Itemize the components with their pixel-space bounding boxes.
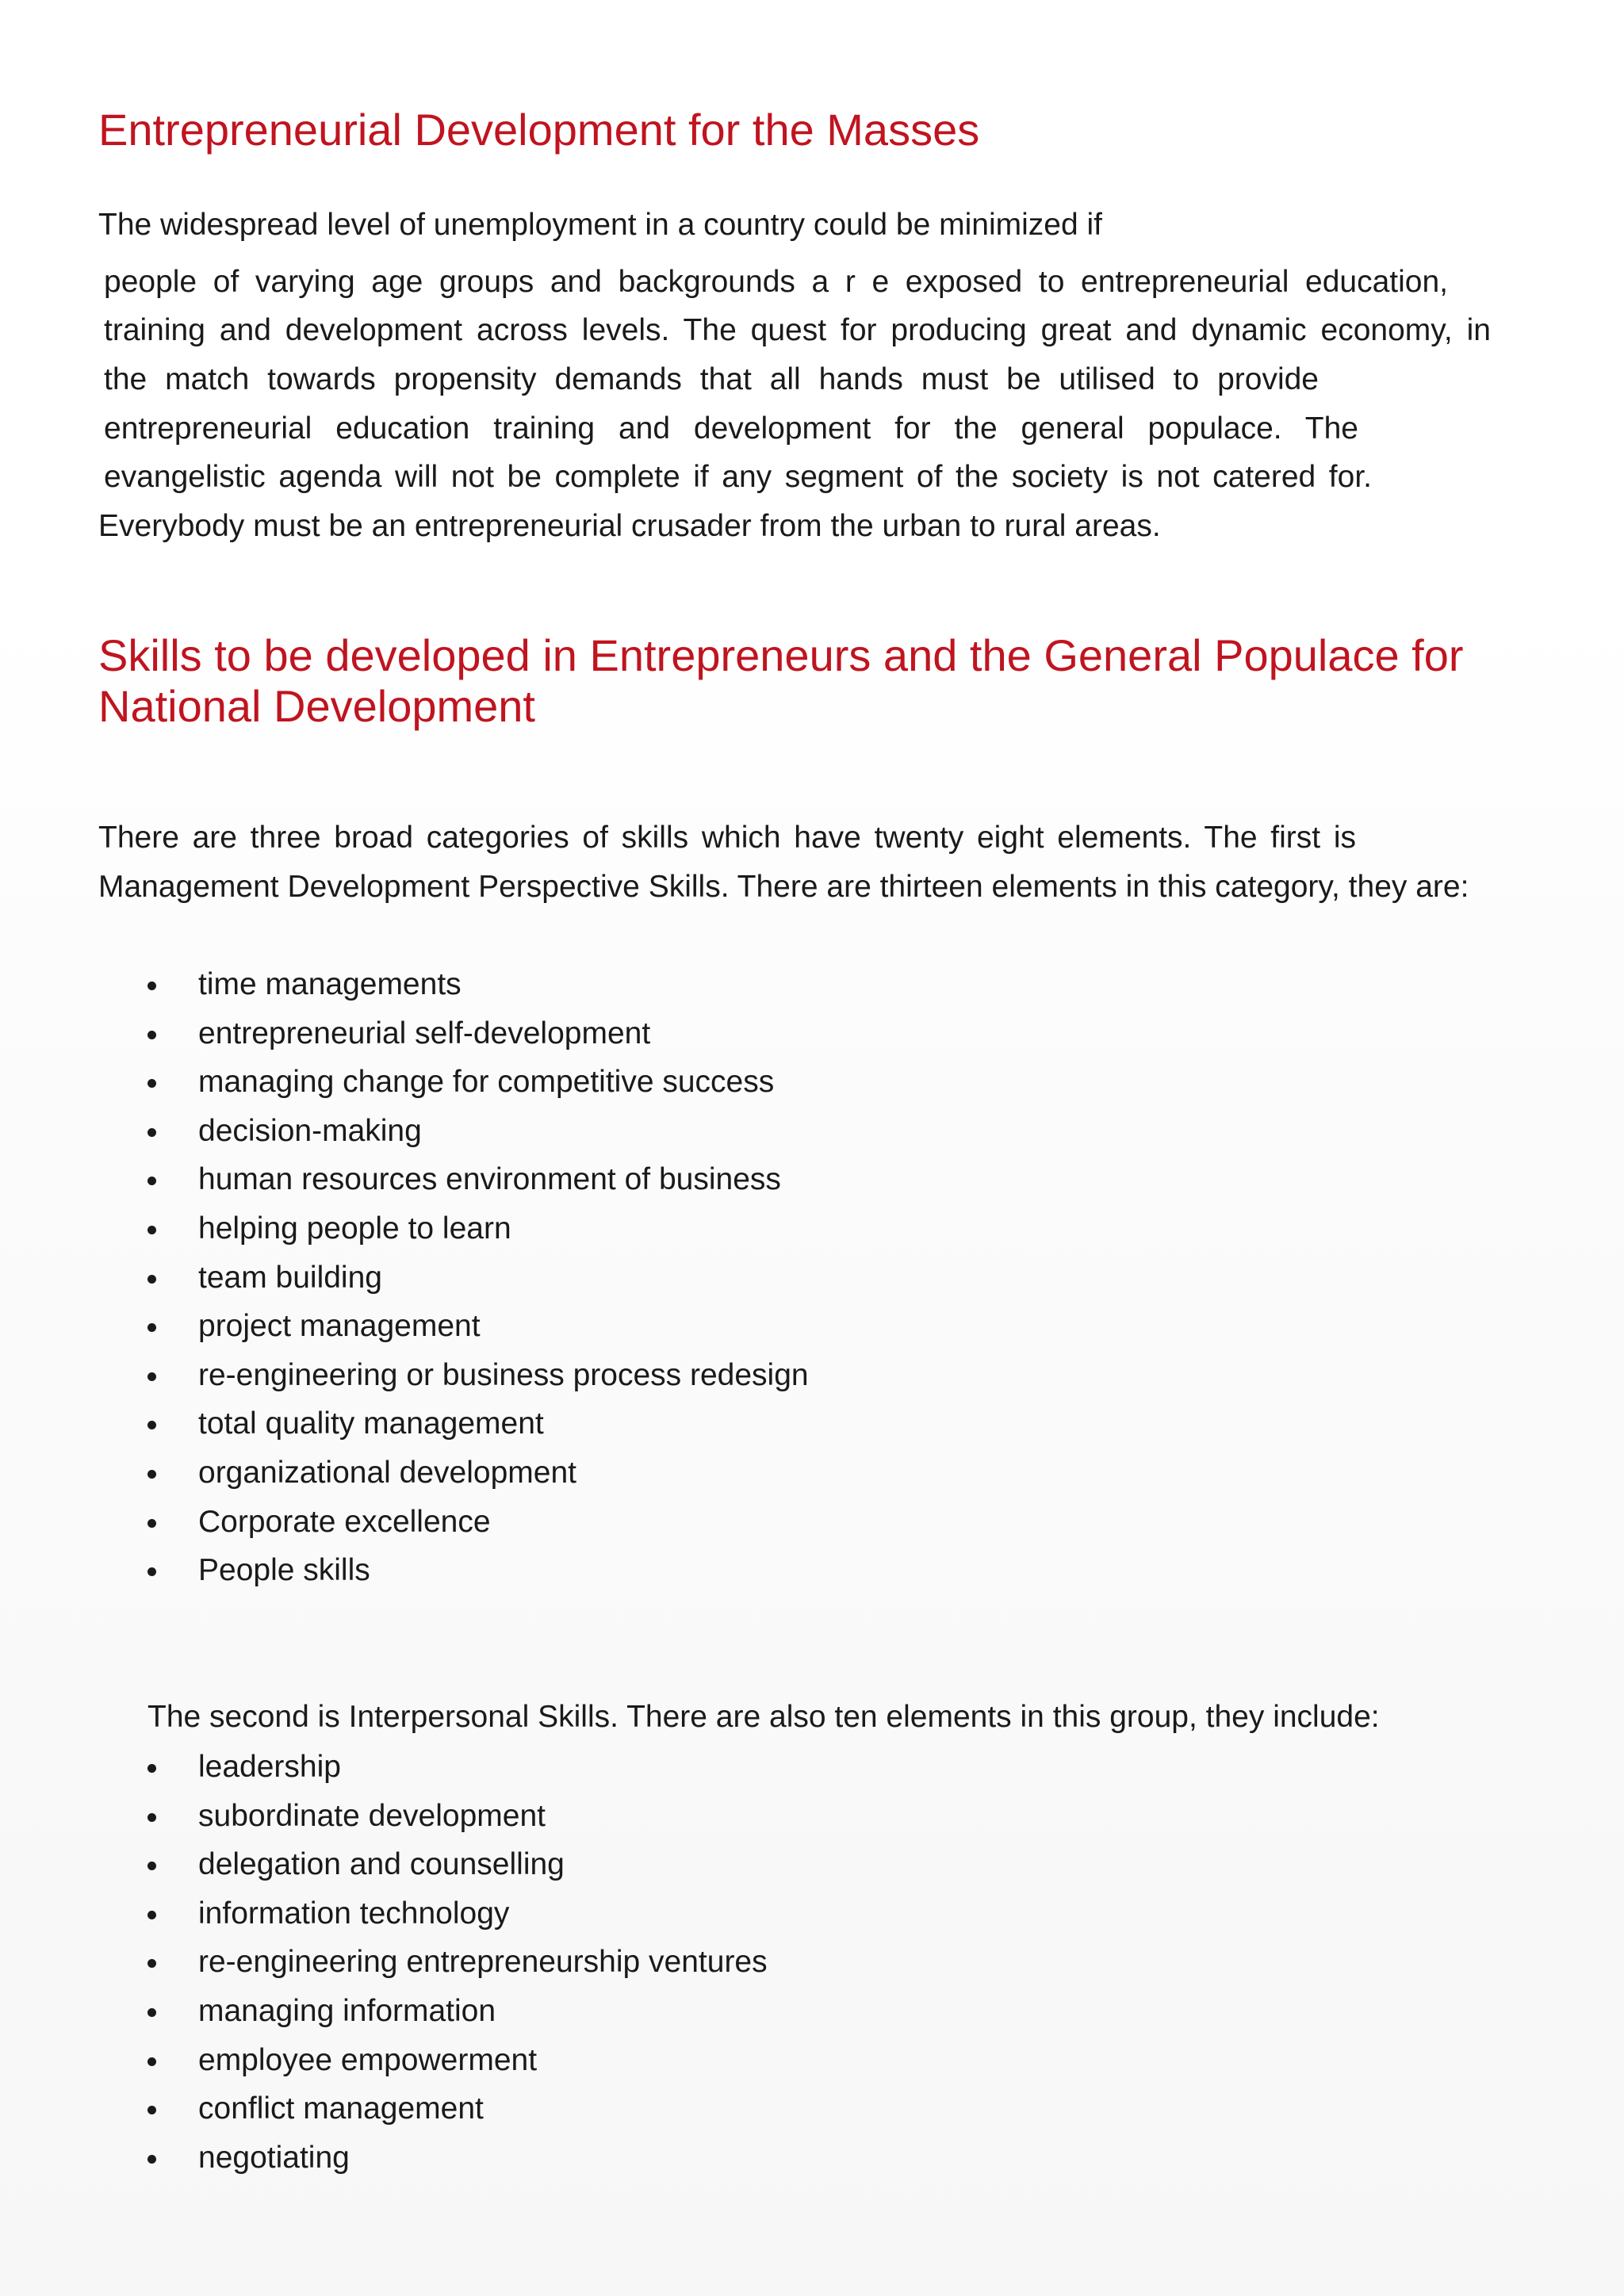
bullet-icon (147, 1567, 156, 1576)
list-item: entrepreneurial self-development (147, 1015, 809, 1064)
bullet-icon (147, 1764, 156, 1773)
bullet-icon (147, 1470, 156, 1479)
bullet-icon (147, 2155, 156, 2164)
list-item: total quality management (147, 1405, 809, 1454)
list-item: decision-making (147, 1112, 809, 1161)
paragraph-line-5: entrepreneurial education training and development for the general populace. The (104, 411, 1358, 446)
bullet-icon (147, 1177, 156, 1185)
list-item: re-engineering or business process redesign (147, 1357, 809, 1406)
list-item: helping people to learn (147, 1210, 809, 1259)
paragraph-line-7: Everybody must be an entrepreneurial crusader from the urban to rural areas. (98, 509, 1161, 543)
list-item: human resources environment of business (147, 1161, 809, 1210)
bullet-icon (147, 982, 156, 990)
list-item: organizational development (147, 1454, 809, 1503)
list-item: negotiating (147, 2139, 768, 2188)
bullet-icon (147, 1031, 156, 1039)
list-item: employee empowerment (147, 2042, 768, 2091)
intro-line-1: There are three broad categories of skills which have twenty eight elements. The first is (98, 821, 1356, 855)
list-item: managing information (147, 1992, 768, 2042)
bullet-icon (147, 2008, 156, 2017)
list-item: People skills (147, 1552, 809, 1601)
bullet-icon (147, 1275, 156, 1284)
bullet-icon (147, 2106, 156, 2114)
bullet-icon (147, 1323, 156, 1332)
paragraph-line-1: The widespread level of unemployment in a country could be minimized if (98, 208, 1102, 242)
interpersonal-intro: The second is Interpersonal Skills. There are also ten elements in this group, they include: (147, 1700, 1380, 1734)
list-item: subordinate development (147, 1797, 768, 1846)
paragraph-line-2: people of varying age groups and backgrounds a r e exposed to entrepreneurial education, (104, 265, 1448, 299)
bullet-icon (147, 1128, 156, 1137)
bullet-icon (147, 2057, 156, 2066)
paragraph-line-6: evangelistic agenda will not be complete if any segment of the society is not catered for. (104, 460, 1372, 494)
list-item: project management (147, 1307, 809, 1357)
list-item: conflict management (147, 2090, 768, 2139)
list-item: team building (147, 1259, 809, 1308)
list-item: time managements (147, 966, 809, 1015)
bullet-icon (147, 1959, 156, 1968)
bullet-icon (147, 1519, 156, 1528)
section-title-masses: Entrepreneurial Development for the Masses (98, 105, 980, 155)
section-title-skills-line2: National Development (98, 681, 535, 731)
paragraph-line-4: the match towards propensity demands that all hands must be utilised to provide (104, 362, 1319, 396)
list-item: managing change for competitive success (147, 1063, 809, 1112)
bullet-icon (147, 1911, 156, 1919)
list-item: delegation and counselling (147, 1846, 768, 1895)
bullet-icon (147, 1421, 156, 1429)
bullet-icon (147, 1079, 156, 1088)
list-item: leadership (147, 1748, 768, 1797)
section-title-skills-line1: Skills to be developed in Entrepreneurs and the General Populace for (98, 630, 1464, 680)
bullet-icon (147, 1813, 156, 1822)
bullet-icon (147, 1372, 156, 1381)
paragraph-line-3: training and development across levels. The quest for producing great and dynamic economy, in (104, 313, 1491, 347)
intro-line-2: Management Development Perspective Skills. There are thirteen elements in this category, they are: (98, 870, 1469, 904)
bullet-icon (147, 1862, 156, 1870)
list-item: re-engineering entrepreneurship ventures (147, 1943, 768, 1992)
management-skills-list (147, 966, 809, 1601)
bullet-icon (147, 1226, 156, 1234)
list-item: information technology (147, 1895, 768, 1944)
list-item: Corporate excellence (147, 1503, 809, 1552)
interpersonal-skills-list (147, 1748, 768, 2187)
